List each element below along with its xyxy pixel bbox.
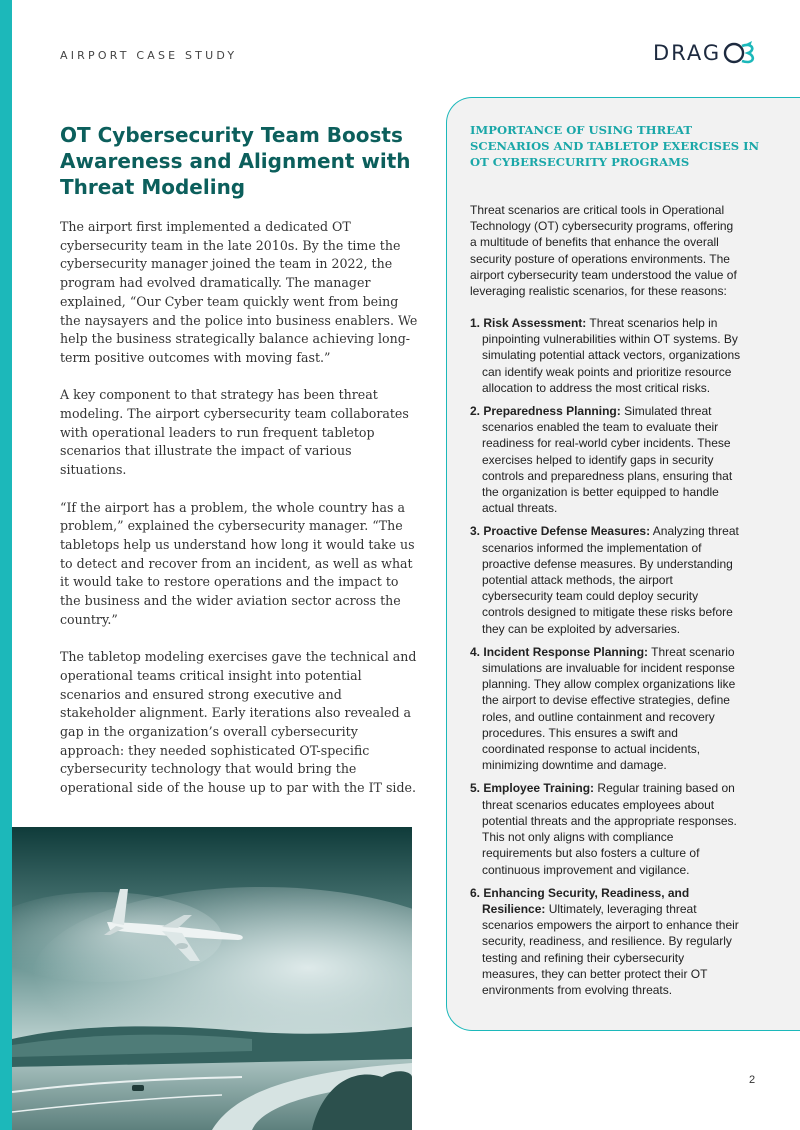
item-heading: Enhancing Security, Readiness, and Resilience: [482, 885, 690, 916]
list-item [470, 644, 742, 774]
item-heading: Employee Training: [483, 781, 595, 796]
item-heading: Preparedness Planning: [483, 404, 621, 419]
item-number: 2. [470, 404, 481, 419]
item-number: 4. [470, 644, 481, 659]
article-title: OT Cybersecurity Team Boosts Awareness and Alignment with Threat Modeling [60, 123, 411, 199]
list-item [470, 315, 742, 396]
body-paragraph: The tabletop modeling exercises gave the technical and operational teams critical insight into potential scenarios and ensured strong executive and stakeholder alignment. Early iterations also revealed a gap in the organization’s overall cybersecurity approach: they needed sophisticated OT-specific cybersecurity technology that would bring the operational side of the house up to par with the IT side. [60, 649, 417, 796]
airport-photo [12, 827, 412, 1130]
benefits-list [470, 315, 742, 1005]
list-item [470, 403, 742, 516]
dragos-logo [653, 40, 760, 66]
item-number: 1. [470, 316, 481, 330]
sidebar-title: IMPORTANCE OF USING THREAT SCENARIOS AND TABLETOP EXERCISES IN OT CYBERSECURITY PROGRAMS [470, 123, 760, 169]
logo-text: DRAG [653, 41, 722, 65]
item-heading: Risk Assessment: [483, 316, 587, 330]
item-text: Ultimately, leveraging threat scenarios empowers the airport to enhance their security, readiness, and resilience. By regularly testing and refining their cybersecurity measures, they can better protect their OT environments from evolving threats. [482, 901, 739, 997]
item-number: 3. [470, 524, 481, 539]
list-item [470, 885, 742, 998]
page-number: 2 [749, 1074, 756, 1086]
item-number: 6. [470, 885, 481, 900]
item-text: Regular training based on threat scenarios educates employees about potential threats and the appropriate responses. This not only aligns with compliance requirements but also fosters a culture of continuous improvement and vigilance. [482, 781, 737, 877]
item-text: Threat scenarios help in pinpointing vulnerabilities within OT systems. By simulating potential attack vectors, organizations can identify weak points and prioritize resource allocation to address the most critical risks. [482, 316, 741, 395]
article-body [60, 218, 420, 816]
body-paragraph: “If the airport has a problem, the whole country has a problem,” explained the cybersecurity manager. “The tabletops help us understand how long it would take us to detect and recover from an incident, as well as what it would take to restore operations and the impact to the business and the wider aviation sector across the country.” [60, 499, 415, 627]
body-paragraph: A key component to that strategy has been threat modeling. The airport cybersecurity team collaborates with operational leaders to run frequent tabletop scenarios that illustrate the impact of various situations. [60, 387, 409, 478]
item-heading: Proactive Defense Measures: [483, 524, 651, 539]
item-heading: Incident Response Planning: [483, 644, 649, 659]
dragos-emblem-icon [722, 40, 760, 66]
list-item [470, 523, 742, 636]
item-number: 5. [470, 781, 481, 796]
list-item [470, 780, 742, 877]
sidebar-intro: Threat scenarios are critical tools in Operational Technology (OT) cybersecurity programs, offering a multitude of benefits that enhance the overall security posture of operations environments. The airport cybersecurity team understood the value of leveraging realistic scenarios, for these reasons: [470, 203, 737, 299]
body-paragraph: The airport first implemented a dedicated OT cybersecurity team in the late 2010s. By the time the cybersecurity manager joined the team in 2022, the program had evolved dramatically. The manager explained, “Our Cyber team quickly went from being the naysayers and the police into business enablers. We help the business strategically balance achieving long-term positive outcomes with moving fast.” [60, 219, 418, 365]
item-text: Analyzing threat scenarios informed the implementation of proactive defense measures. By understanding potential attack methods, the airport cybersecurity team could deploy security controls designed to mitigate these risks before they can be exploited by adversaries. [482, 524, 739, 636]
case-study-label: AIRPORT CASE STUDY [60, 49, 238, 62]
accent-bar [0, 0, 12, 1130]
item-text: Simulated threat scenarios enabled the team to evaluate their readiness for real-world cyber incidents. These exercises helped to identify gaps in security controls and preparedness plans, ensuring that the organization is better equipped to handle actual threats. [482, 404, 733, 516]
item-text: Threat scenario simulations are invaluable for incident response planning. They allow complex organizations like the airport to devise effective strategies, define roles, and outline containment and recovery procedures. This ensures a swift and coordinated response to actual incidents, minimizing downtime and damage. [482, 644, 736, 773]
